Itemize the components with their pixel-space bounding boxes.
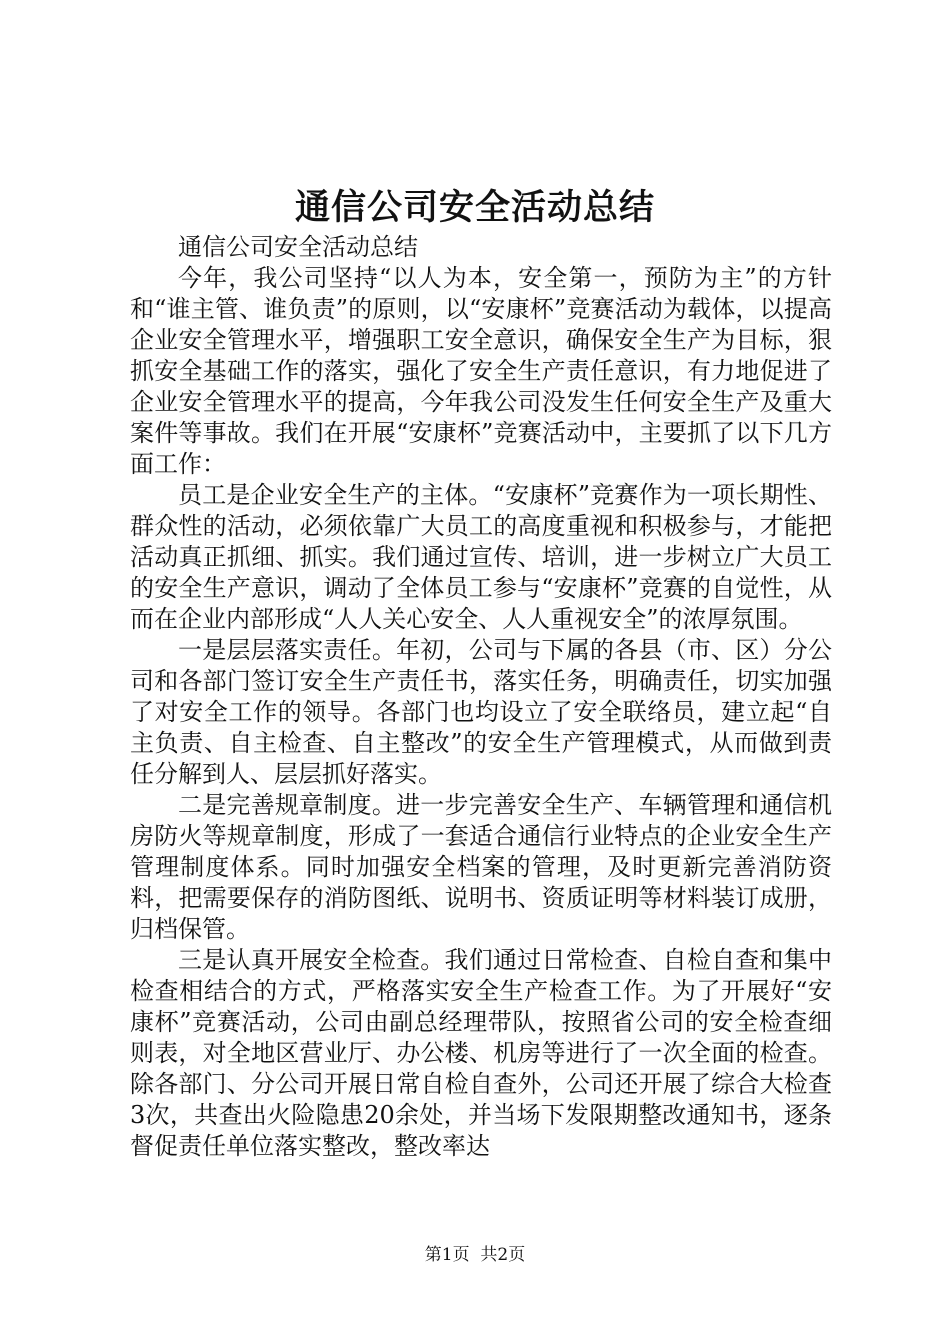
- regulations-paragraph: 二是完善规章制度。进一步完善安全生产、车辆管理和通信机房防火等规章制度，形成了一套适合通信行业特点的企业安全生产管理制度体系。同时加强安全档案的管理，及时更新完善消防资料，把需要保存的消防图纸、说明书、资质证明等材料装订成册，归档保管。: [130, 791, 832, 943]
- page-title: 通信公司安全活动总结: [294, 187, 655, 228]
- intro-paragraph: 今年，我公司坚持“以人为本，安全第一，预防为主”的方针和“谁主管、谁负责”的原则，以“安康杯”竞赛活动为载体，以提高企业安全管理水平，增强职工安全意识，确保安全生产为目标，狠抓安全基础工作的落实，强化了安全生产责任意识，有力地促进了企业安全管理水平的提高，今年我公司没发生任何安全生产及重大案件等事故。我们在开展“安康杯”竞赛活动中，主要抓了以下几方面工作：: [130, 264, 832, 478]
- page-number-footer: 第1页 共2页: [424, 1245, 526, 1265]
- inspection-paragraph: 三是认真开展安全检查。我们通过日常检查、自检自查和集中检查相结合的方式，严格落实安全生产检查工作。为了开展好“安康杯”竞赛活动，公司由副总经理带队，按照省公司的安全检查细则表，对全地区营业厅、办公楼、机房等进行了一次全面的检查。除各部门、分公司开展日常自检自查外，公司还开展了综合大检查3次，共查出火险隐患20余处，并当场下发限期整改通知书，逐条督促责任单位落实整改，整改率达: [130, 946, 832, 1160]
- subtitle-paragraph: 通信公司安全活动总结: [178, 233, 418, 261]
- employee-paragraph: 员工是企业安全生产的主体。“安康杯”竞赛作为一项长期性、群众性的活动，必须依靠广大员工的高度重视和积极参与，才能把活动真正抓细、抓实。我们通过宣传、培训，进一步树立广大员工的安全生产意识，调动了全体员工参与“安康杯”竞赛的自觉性，从而在企业内部形成“人人关心安全、人人重视安全”的浓厚氛围。: [130, 481, 832, 633]
- responsibility-paragraph: 一是层层落实责任。年初，公司与下属的各县（市、区）分公司和各部门签订安全生产责任书，落实任务，明确责任，切实加强了对安全工作的领导。各部门也均设立了安全联络员，建立起“自主负责、自主检查、自主整改”的安全生产管理模式，从而做到责任分解到人、层层抓好落实。: [130, 636, 832, 788]
- document-body: [130, 232, 832, 1162]
